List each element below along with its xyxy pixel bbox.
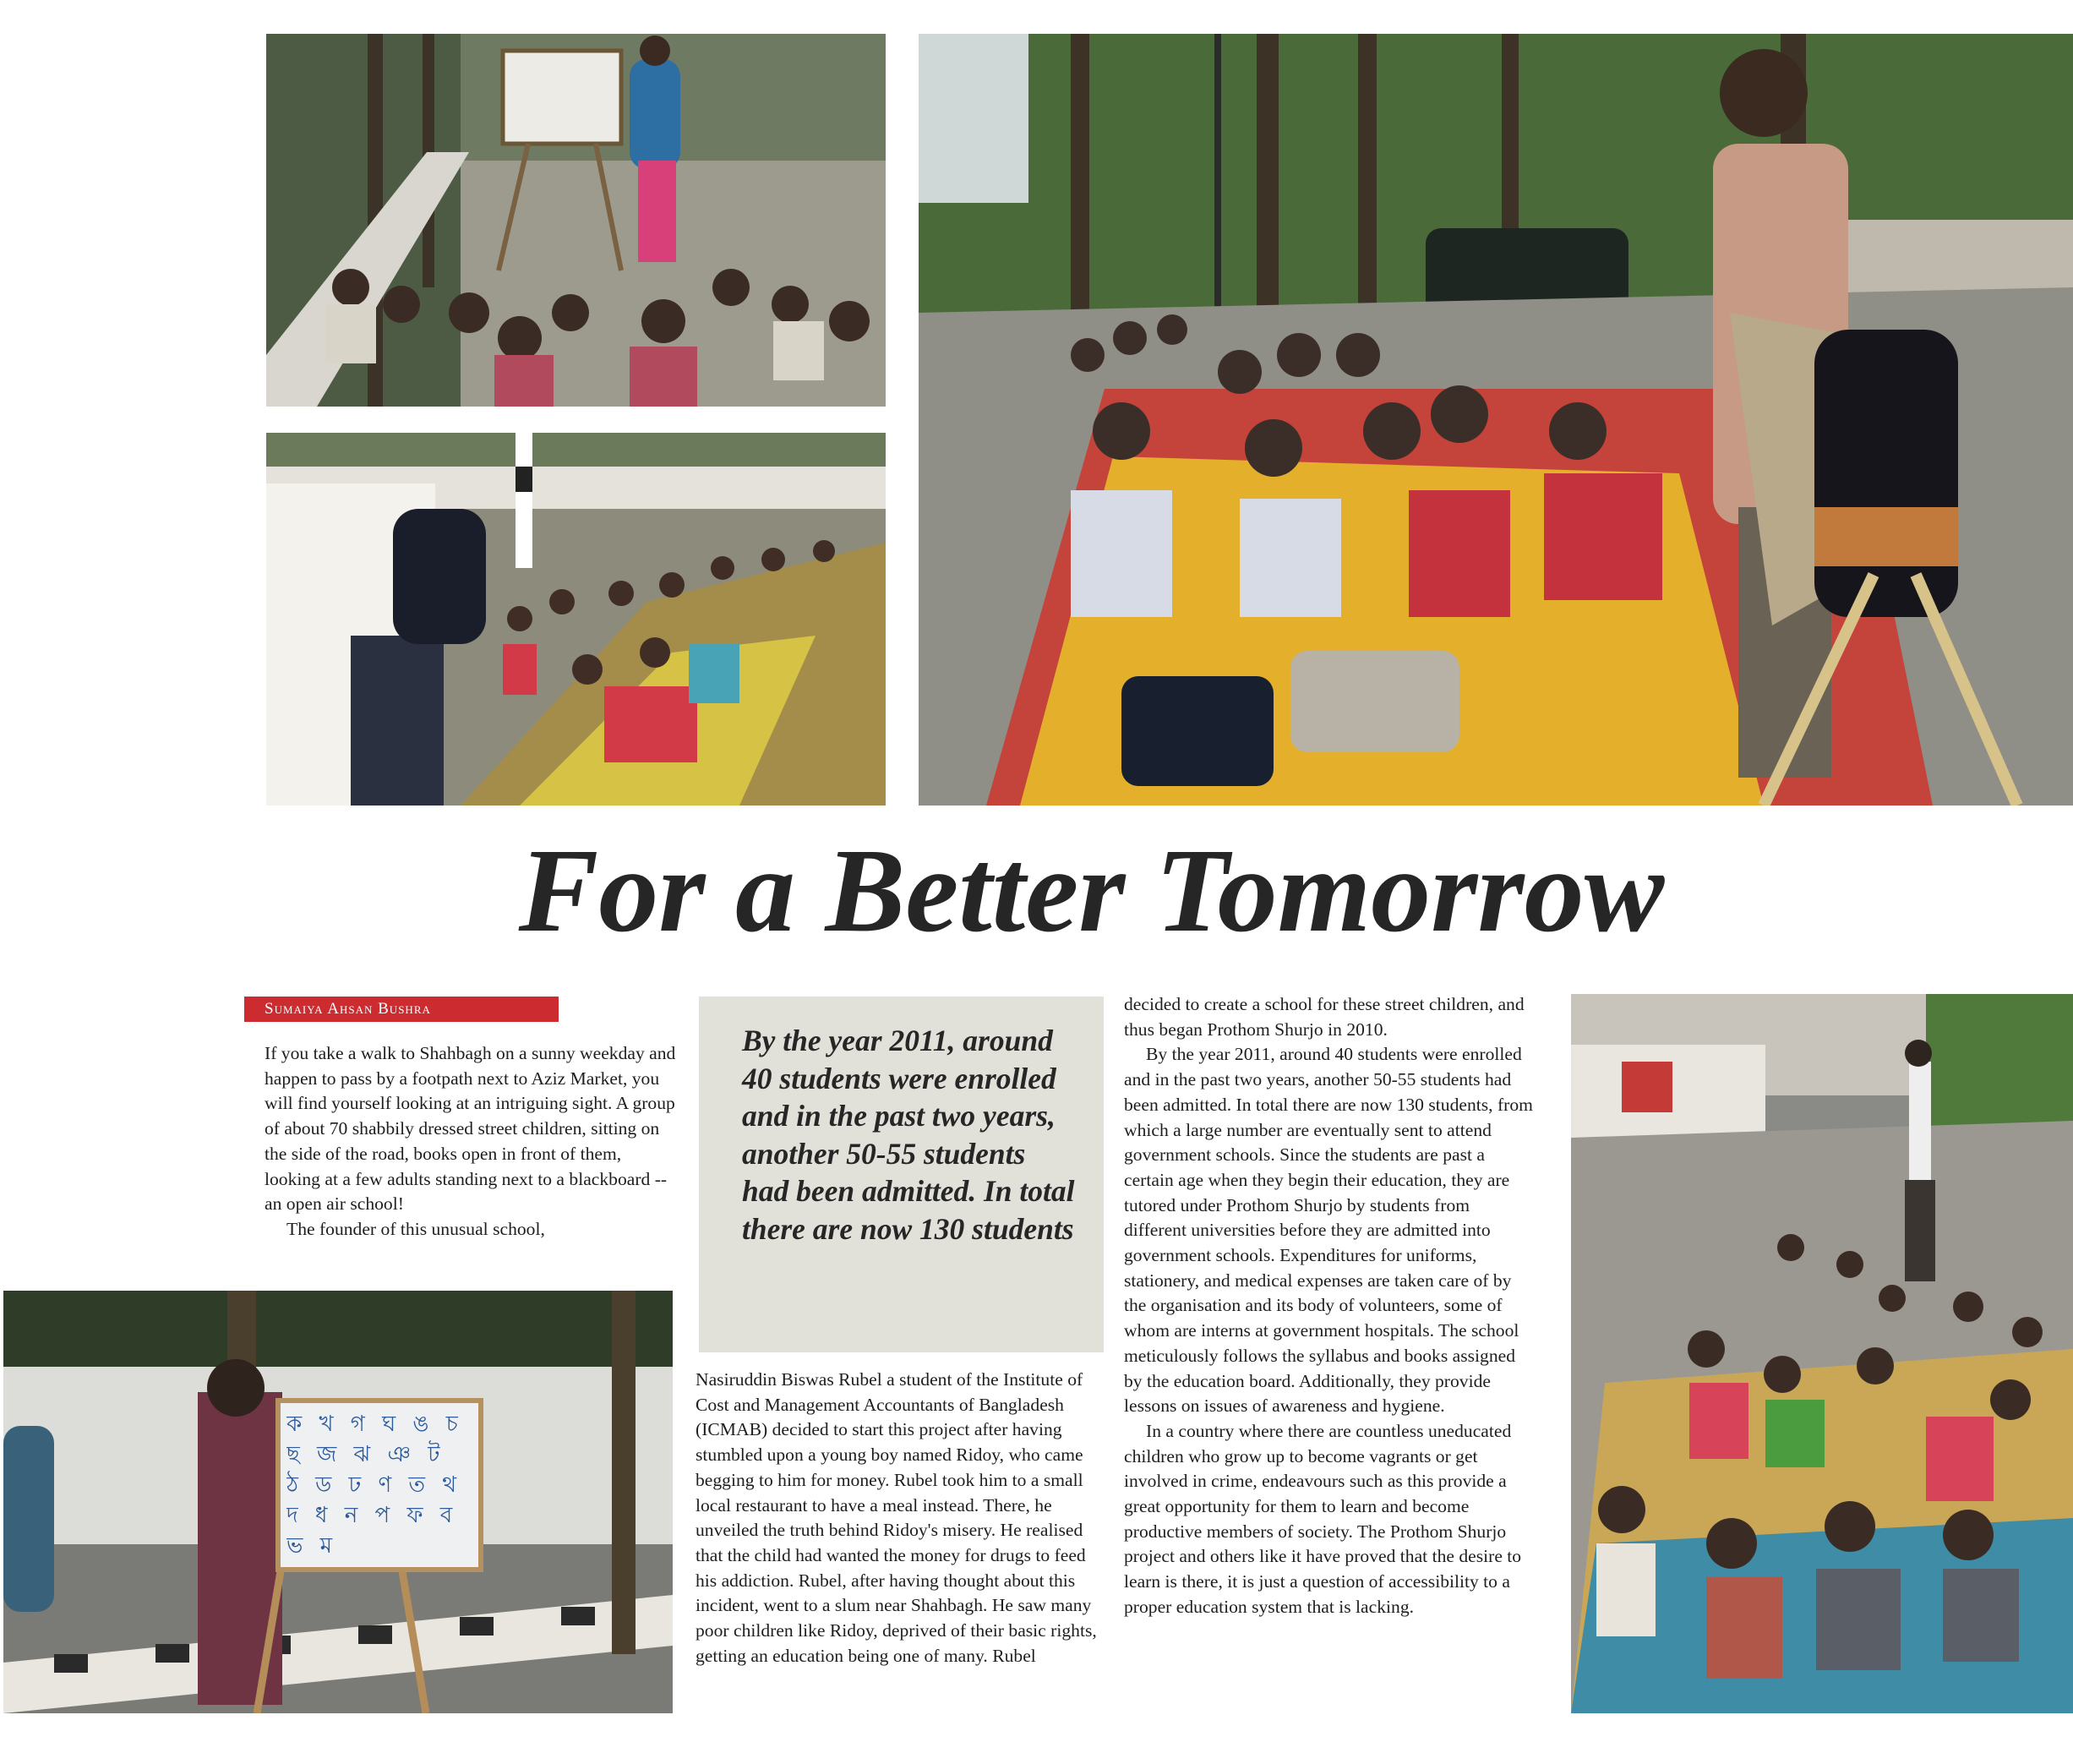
- paragraph: decided to create a school for these street children, and thus began Prothom Shurjo in 2010.: [1124, 994, 1525, 1040]
- paragraph: By the year 2011, around 40 students were enrolled and in the past two years, another 50-55 students had been admitted. In total there are now 130 students, from which a large number are eventually sent to attend government schools. Since the students are past a certain age when they begin their education, they are tutored under Prothom Shurjo by students from different universities before they are admitted into government schools. Expenditures for uniforms, stationery, and medical expenses are taken care of by the organisation and its body of volunteers, some of whom are interns at government hospitals. The school meticulously follows the syllabus and books assigned by the education board. Additionally, they provide lessons on issues of awareness and hygiene.: [1124, 1044, 1533, 1417]
- photo-alphabet-board: [3, 1291, 673, 1713]
- byline: [244, 997, 559, 1022]
- paragraph: If you take a walk to Shahbagh on a sunny weekday and happen to pass by a footpath next to Aziz Market, you will find yourself looking at an intriguing sight. A group of about 70 shabbily dressed street children, sitting on the side of the road, books open in front of them, looking at a few adults standing next to a blackboard -- an open air school!: [265, 1043, 676, 1215]
- article-column-2: [696, 1368, 1105, 1668]
- paragraph: In a country where there are countless uneducated children who grow up to become vagrants or get involved in crime, endeavours such as this provide a great opportunity for them to learn and become productive members of society. The Prothom Shurjo project and others like it have proved that the desire to learn is there, it is just a question of accessibility to a proper education system that is lacking.: [1124, 1420, 1522, 1617]
- article-title: For a Better Tomorrow: [518, 823, 1665, 957]
- byline-author: Sumaiya Ahsan Bushra: [265, 1000, 431, 1018]
- pull-quote: By the year 2011, around 40 students were enrolled and in the past two years, another 50-55 students had been admitted. In total there are now 130 students: [699, 997, 1104, 1352]
- photo-children-on-mat: [1571, 994, 2073, 1713]
- article-column-3: [1124, 992, 1534, 1620]
- photo-teacher-blackboard: [266, 34, 886, 407]
- paragraph: The founder of this unusual school,: [286, 1218, 545, 1239]
- alphabet-board-letters: ক খ গ ঘ ঙ চ ছ জ ঝ ঞ ট ঠ ড ঢ ণ ত থ দ ধ ন প ফ ব ভ ম: [286, 1412, 463, 1559]
- article-column-1: [265, 1041, 679, 1242]
- photo-volunteer-backpack: [266, 433, 886, 806]
- photo-street-classroom: [919, 34, 2073, 806]
- paragraph: Nasiruddin Biswas Rubel a student of the Institute of Cost and Management Accountants of Bangladesh (ICMAB) decided to start this project after having stumbled upon a young boy named Ridoy, who came begging to him for money. Rubel took him to a small local restaurant to have a meal instead. There, he unveiled the truth behind Ridoy's misery. He realised that the child had wanted the money for drugs to feed his addiction. Rubel, after having thought about this incident, went to a slum near Shahbagh. He saw many poor children like Ridoy, deprived of their basic rights, getting an education being one of many. Rubel: [696, 1369, 1097, 1666]
